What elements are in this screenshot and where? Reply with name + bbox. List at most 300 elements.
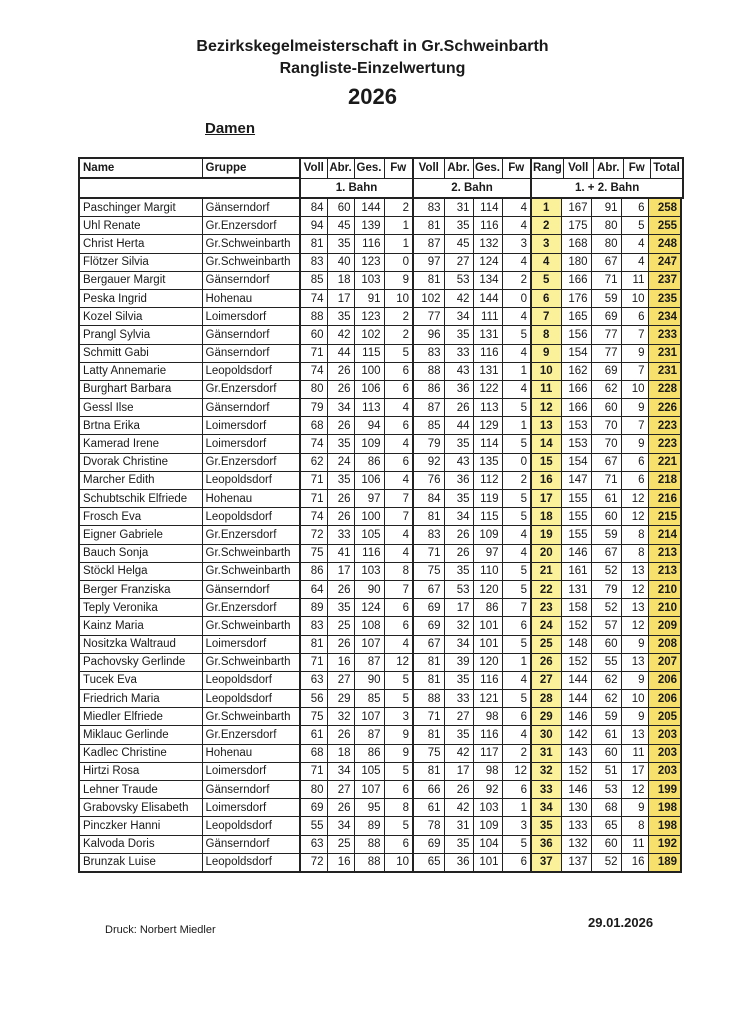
b1-ges: 86 [354, 453, 384, 471]
b1-ges: 86 [354, 744, 384, 762]
player-group: Leopoldsdorf [202, 853, 300, 872]
b2-fw: 3 [502, 235, 531, 253]
b1-ges: 103 [354, 562, 384, 580]
player-name: Burghart Barbara [79, 380, 202, 398]
rank: 30 [531, 726, 561, 744]
b2-voll: 71 [413, 544, 444, 562]
b1-fw: 8 [384, 799, 413, 817]
sum-fw: 12 [621, 508, 648, 526]
group-header-row [79, 178, 683, 198]
b1-voll: 74 [300, 362, 327, 380]
table-row [79, 781, 681, 799]
b2-abr: 35 [444, 835, 473, 853]
b2-voll: 81 [413, 671, 444, 689]
sum-voll: 154 [561, 344, 591, 362]
rank: 27 [531, 671, 561, 689]
b2-ges: 101 [473, 617, 502, 635]
sum-fw: 6 [621, 453, 648, 471]
b1-fw: 9 [384, 744, 413, 762]
b2-voll: 77 [413, 308, 444, 326]
sum-abr: 71 [591, 471, 621, 489]
b2-fw: 5 [502, 835, 531, 853]
b2-fw: 4 [502, 526, 531, 544]
player-group: Loimersdorf [202, 799, 300, 817]
b1-ges: 116 [354, 544, 384, 562]
b2-ges: 129 [473, 417, 502, 435]
total-score: 255 [648, 217, 681, 235]
player-group: Gr.Enzersdorf [202, 380, 300, 398]
b2-voll: 75 [413, 562, 444, 580]
b2-voll: 81 [413, 726, 444, 744]
player-group: Leopoldsdorf [202, 690, 300, 708]
rank: 26 [531, 653, 561, 671]
b1-abr: 42 [327, 326, 354, 344]
sum-voll: 153 [561, 435, 591, 453]
b2-abr: 27 [444, 253, 473, 271]
b2-ges: 120 [473, 653, 502, 671]
total-score: 258 [648, 198, 681, 217]
b1-fw: 7 [384, 580, 413, 598]
col-b2-voll: Voll [413, 158, 444, 178]
rank: 4 [531, 253, 561, 271]
total-score: 213 [648, 562, 681, 580]
sum-fw: 4 [621, 235, 648, 253]
document-title: Bezirkskegelmeisterschaft in Gr.Schweinbarth [196, 38, 549, 55]
sum-abr: 55 [591, 653, 621, 671]
b1-ges: 88 [354, 835, 384, 853]
total-score: 226 [648, 399, 681, 417]
b2-ges: 124 [473, 253, 502, 271]
b2-voll: 81 [413, 217, 444, 235]
b2-voll: 79 [413, 435, 444, 453]
b2-fw: 4 [502, 544, 531, 562]
b2-ges: 144 [473, 289, 502, 307]
group-bahn12: 1. + 2. Bahn [531, 178, 683, 198]
b2-fw: 2 [502, 744, 531, 762]
player-name: Nositzka Waltraud [79, 635, 202, 653]
sum-abr: 61 [591, 726, 621, 744]
sum-fw: 7 [621, 362, 648, 380]
rank: 36 [531, 835, 561, 853]
sum-voll: 152 [561, 653, 591, 671]
col-b2-abr: Abr. [444, 158, 473, 178]
b1-fw: 1 [384, 235, 413, 253]
sum-abr: 77 [591, 326, 621, 344]
b1-voll: 72 [300, 526, 327, 544]
b1-voll: 75 [300, 708, 327, 726]
total-score: 233 [648, 326, 681, 344]
b2-fw: 1 [502, 799, 531, 817]
total-score: 234 [648, 308, 681, 326]
rank: 17 [531, 490, 561, 508]
sum-voll: 155 [561, 490, 591, 508]
player-name: Kainz Maria [79, 617, 202, 635]
table-row [79, 617, 681, 635]
sum-voll: 146 [561, 708, 591, 726]
group-bahn1: 1. Bahn [300, 178, 413, 198]
b2-voll: 81 [413, 653, 444, 671]
b1-voll: 71 [300, 344, 327, 362]
b2-fw: 5 [502, 562, 531, 580]
col-b1-voll: Voll [300, 158, 327, 178]
b2-ges: 101 [473, 853, 502, 872]
total-score: 209 [648, 617, 681, 635]
player-name: Grabovsky Elisabeth [79, 799, 202, 817]
b1-fw: 5 [384, 344, 413, 362]
b1-voll: 64 [300, 580, 327, 598]
print-date: 29.01.2026 [588, 915, 654, 930]
sum-abr: 60 [591, 508, 621, 526]
total-score: 237 [648, 271, 681, 289]
sum-voll: 155 [561, 526, 591, 544]
sum-fw: 13 [621, 562, 648, 580]
rank: 29 [531, 708, 561, 726]
b2-ges: 131 [473, 362, 502, 380]
player-group: Gänserndorf [202, 198, 300, 217]
rank: 31 [531, 744, 561, 762]
b1-fw: 6 [384, 453, 413, 471]
table-row [79, 708, 681, 726]
b1-voll: 56 [300, 690, 327, 708]
b1-voll: 81 [300, 235, 327, 253]
sum-abr: 57 [591, 617, 621, 635]
total-score: 206 [648, 690, 681, 708]
b2-voll: 65 [413, 853, 444, 872]
rank: 33 [531, 781, 561, 799]
b1-voll: 63 [300, 835, 327, 853]
b2-ges: 116 [473, 344, 502, 362]
b2-voll: 83 [413, 526, 444, 544]
player-group: Gänserndorf [202, 580, 300, 598]
b2-ges: 98 [473, 708, 502, 726]
b1-abr: 40 [327, 253, 354, 271]
b2-ges: 104 [473, 835, 502, 853]
b2-ges: 116 [473, 671, 502, 689]
b2-fw: 5 [502, 508, 531, 526]
total-score: 192 [648, 835, 681, 853]
table-row [79, 580, 681, 598]
b2-voll: 66 [413, 781, 444, 799]
sum-voll: 143 [561, 744, 591, 762]
b1-fw: 2 [384, 326, 413, 344]
rank: 23 [531, 599, 561, 617]
table-row [79, 362, 681, 380]
b1-voll: 68 [300, 417, 327, 435]
b1-fw: 10 [384, 853, 413, 872]
player-name: Brtna Erika [79, 417, 202, 435]
sum-fw: 10 [621, 380, 648, 398]
b2-abr: 26 [444, 544, 473, 562]
player-group: Leopoldsdorf [202, 817, 300, 835]
sum-voll: 152 [561, 762, 591, 780]
b2-ges: 135 [473, 453, 502, 471]
b2-ges: 116 [473, 726, 502, 744]
col-rang: Rang [531, 158, 563, 178]
player-name: Brunzak Luise [79, 853, 202, 872]
b1-voll: 63 [300, 671, 327, 689]
player-name: Teply Veronika [79, 599, 202, 617]
b1-abr: 35 [327, 471, 354, 489]
document-subtitle: Rangliste-Einzelwertung [279, 60, 466, 77]
b2-ges: 86 [473, 599, 502, 617]
b2-abr: 36 [444, 471, 473, 489]
total-score: 223 [648, 417, 681, 435]
player-name: Kamerad Irene [79, 435, 202, 453]
sum-voll: 162 [561, 362, 591, 380]
b1-voll: 89 [300, 599, 327, 617]
b2-fw: 4 [502, 198, 531, 217]
rank: 15 [531, 453, 561, 471]
table-row [79, 853, 681, 872]
sum-abr: 60 [591, 835, 621, 853]
b2-voll: 69 [413, 835, 444, 853]
b2-ges: 134 [473, 271, 502, 289]
sum-voll: 166 [561, 399, 591, 417]
col-b1-fw: Fw [384, 158, 413, 178]
b2-abr: 26 [444, 399, 473, 417]
player-name: Lehner Traude [79, 781, 202, 799]
sum-fw: 11 [621, 835, 648, 853]
b1-abr: 16 [327, 853, 354, 872]
b1-voll: 62 [300, 453, 327, 471]
sum-fw: 11 [621, 271, 648, 289]
sum-voll: 147 [561, 471, 591, 489]
b1-ges: 124 [354, 599, 384, 617]
sum-abr: 60 [591, 399, 621, 417]
b2-ges: 114 [473, 198, 502, 217]
table-row [79, 671, 681, 689]
player-name: Hirtzi Rosa [79, 762, 202, 780]
b1-voll: 84 [300, 198, 327, 217]
sum-fw: 9 [621, 671, 648, 689]
b2-voll: 81 [413, 508, 444, 526]
b2-fw: 5 [502, 580, 531, 598]
player-name: Bergauer Margit [79, 271, 202, 289]
b1-ges: 107 [354, 781, 384, 799]
table-row [79, 253, 681, 271]
b2-abr: 27 [444, 708, 473, 726]
sum-fw: 9 [621, 635, 648, 653]
sum-abr: 59 [591, 526, 621, 544]
b1-ges: 90 [354, 671, 384, 689]
b2-abr: 33 [444, 344, 473, 362]
sum-abr: 77 [591, 344, 621, 362]
player-group: Gr.Schweinbarth [202, 708, 300, 726]
rank: 18 [531, 508, 561, 526]
b2-abr: 53 [444, 271, 473, 289]
b1-ges: 100 [354, 508, 384, 526]
sum-fw: 13 [621, 653, 648, 671]
b2-voll: 102 [413, 289, 444, 307]
b2-voll: 87 [413, 235, 444, 253]
b2-voll: 88 [413, 690, 444, 708]
b1-ges: 139 [354, 217, 384, 235]
rank: 9 [531, 344, 561, 362]
total-score: 199 [648, 781, 681, 799]
b1-voll: 71 [300, 653, 327, 671]
player-name: Berger Franziska [79, 580, 202, 598]
player-name: Schmitt Gabi [79, 344, 202, 362]
total-score: 213 [648, 544, 681, 562]
b2-fw: 4 [502, 726, 531, 744]
sum-voll: 144 [561, 671, 591, 689]
sum-abr: 67 [591, 253, 621, 271]
player-name: Kalvoda Doris [79, 835, 202, 853]
b2-ges: 114 [473, 435, 502, 453]
total-score: 247 [648, 253, 681, 271]
table-row [79, 326, 681, 344]
player-group: Gänserndorf [202, 781, 300, 799]
b2-voll: 61 [413, 799, 444, 817]
b1-ges: 89 [354, 817, 384, 835]
results-table [78, 197, 682, 873]
player-name: Marcher Edith [79, 471, 202, 489]
sum-fw: 9 [621, 344, 648, 362]
column-header-row [79, 158, 683, 178]
b2-fw: 1 [502, 362, 531, 380]
rank: 32 [531, 762, 561, 780]
document-year: 2026 [348, 84, 397, 109]
sum-voll: 142 [561, 726, 591, 744]
b1-fw: 10 [384, 289, 413, 307]
player-group: Loimersdorf [202, 762, 300, 780]
b1-abr: 35 [327, 308, 354, 326]
table-row [79, 380, 681, 398]
printed-by: Druck: Norbert Miedler [105, 924, 216, 936]
sum-voll: 154 [561, 453, 591, 471]
sum-voll: 165 [561, 308, 591, 326]
player-name: Dvorak Christine [79, 453, 202, 471]
b1-ges: 123 [354, 308, 384, 326]
rank: 2 [531, 217, 561, 235]
b2-fw: 6 [502, 708, 531, 726]
b1-abr: 16 [327, 653, 354, 671]
b1-abr: 35 [327, 435, 354, 453]
b1-abr: 26 [327, 362, 354, 380]
sum-voll: 180 [561, 253, 591, 271]
player-name: Flötzer Silvia [79, 253, 202, 271]
b2-ges: 119 [473, 490, 502, 508]
total-score: 189 [648, 853, 681, 872]
sum-fw: 16 [621, 853, 648, 872]
b2-abr: 43 [444, 362, 473, 380]
b1-voll: 79 [300, 399, 327, 417]
total-score: 214 [648, 526, 681, 544]
b1-ges: 103 [354, 271, 384, 289]
b2-ges: 101 [473, 635, 502, 653]
total-score: 228 [648, 380, 681, 398]
b2-ges: 121 [473, 690, 502, 708]
b1-ges: 107 [354, 635, 384, 653]
rank: 13 [531, 417, 561, 435]
sum-voll: 158 [561, 599, 591, 617]
b1-fw: 7 [384, 490, 413, 508]
b1-voll: 75 [300, 544, 327, 562]
player-name: Miedler Elfriede [79, 708, 202, 726]
player-group: Hohenau [202, 490, 300, 508]
sum-voll: 153 [561, 417, 591, 435]
b1-fw: 5 [384, 671, 413, 689]
sum-voll: 166 [561, 271, 591, 289]
b1-ges: 95 [354, 799, 384, 817]
player-name: Kadlec Christine [79, 744, 202, 762]
player-group: Leopoldsdorf [202, 471, 300, 489]
player-name: Tucek Eva [79, 671, 202, 689]
sum-abr: 68 [591, 799, 621, 817]
rank: 10 [531, 362, 561, 380]
player-name: Latty Annemarie [79, 362, 202, 380]
col-b2-fw: Fw [502, 158, 531, 178]
player-name: Pachovsky Gerlinde [79, 653, 202, 671]
b2-abr: 35 [444, 435, 473, 453]
b1-voll: 55 [300, 817, 327, 835]
b1-voll: 88 [300, 308, 327, 326]
table-row [79, 508, 681, 526]
total-score: 210 [648, 599, 681, 617]
player-group: Gänserndorf [202, 399, 300, 417]
total-score: 235 [648, 289, 681, 307]
b1-ges: 106 [354, 471, 384, 489]
player-group: Hohenau [202, 289, 300, 307]
sum-abr: 67 [591, 544, 621, 562]
b2-voll: 76 [413, 471, 444, 489]
sum-voll: 132 [561, 835, 591, 853]
player-group: Gänserndorf [202, 271, 300, 289]
b1-ges: 90 [354, 580, 384, 598]
col-total: Total [650, 158, 683, 178]
sum-fw: 6 [621, 308, 648, 326]
b1-ges: 123 [354, 253, 384, 271]
b1-fw: 4 [384, 435, 413, 453]
b1-voll: 72 [300, 853, 327, 872]
b1-voll: 68 [300, 744, 327, 762]
b2-voll: 84 [413, 490, 444, 508]
b2-voll: 69 [413, 599, 444, 617]
player-group: Leopoldsdorf [202, 362, 300, 380]
total-score: 216 [648, 490, 681, 508]
total-score: 203 [648, 726, 681, 744]
player-group: Gr.Schweinbarth [202, 562, 300, 580]
sum-voll: 176 [561, 289, 591, 307]
table-row [79, 417, 681, 435]
b2-voll: 83 [413, 344, 444, 362]
col-b1-abr: Abr. [327, 158, 354, 178]
sum-abr: 62 [591, 380, 621, 398]
rank: 24 [531, 617, 561, 635]
b2-fw: 5 [502, 399, 531, 417]
total-score: 231 [648, 344, 681, 362]
table-row [79, 599, 681, 617]
b1-abr: 41 [327, 544, 354, 562]
sum-fw: 10 [621, 690, 648, 708]
col-b1-ges: Ges. [354, 158, 384, 178]
sum-fw: 6 [621, 471, 648, 489]
rank: 1 [531, 198, 561, 217]
sum-abr: 65 [591, 817, 621, 835]
b1-fw: 12 [384, 653, 413, 671]
player-group: Hohenau [202, 744, 300, 762]
b1-voll: 60 [300, 326, 327, 344]
b1-abr: 44 [327, 344, 354, 362]
table-row [79, 526, 681, 544]
b1-abr: 60 [327, 198, 354, 217]
b1-abr: 24 [327, 453, 354, 471]
b1-ges: 107 [354, 708, 384, 726]
sum-fw: 17 [621, 762, 648, 780]
b2-voll: 96 [413, 326, 444, 344]
player-group: Gr.Enzersdorf [202, 453, 300, 471]
b2-ges: 120 [473, 580, 502, 598]
